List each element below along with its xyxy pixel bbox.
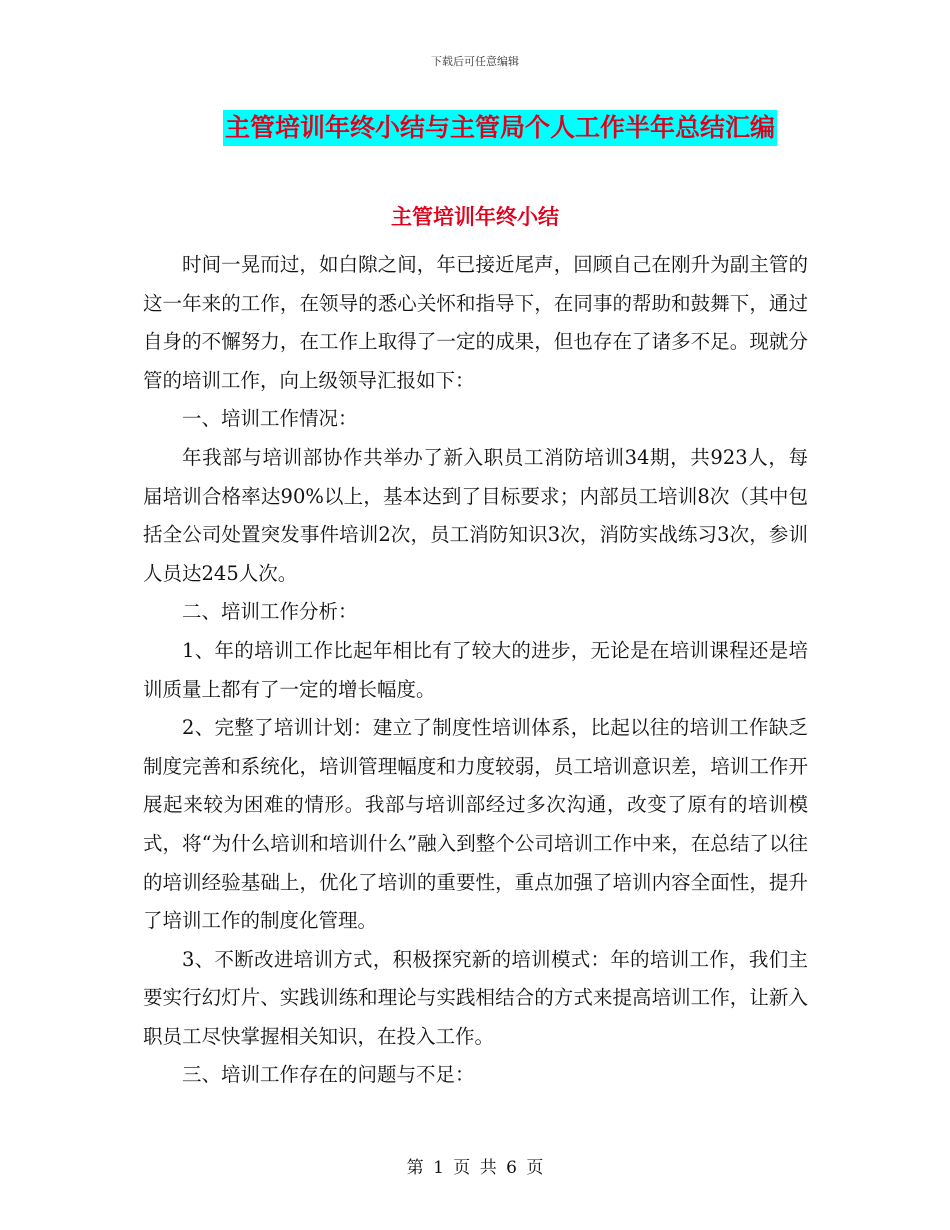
paragraph-intro: 时间一晃而过，如白隙之间，年已接近尾声，回顾自己在刚升为副主管的这一年来的工作，在领导的悉心关怀和指导下，在同事的帮助和鼓舞下，通过自身的不懈努力，在工作上取得了一定的成果，但也存在了诸多不足。现就分管的培训工作，向上级领导汇报如下： <box>143 253 808 392</box>
document-title: 主管培训年终小结与主管局个人工作半年总结汇编 <box>223 110 777 146</box>
page-footer: 第 1 页 共 6 页 <box>406 1158 544 1178</box>
document-body <box>143 246 808 1095</box>
paragraph-training-status: 年我部与培训部协作共举办了新入职员工消防培训34期，共923人，每届培训合格率达90%以上，基本达到了目标要求；内部员工培训8次（其中包括全公司处置突发事件培训2次，员工消防知识3次，消防实战练习3次，参训人员达245人次。 <box>143 445 808 585</box>
paragraph-analysis-2: 2、完整了培训计划：建立了制度性培训体系，比起以往的培训工作缺乏制度完善和系统化，培训管理幅度和力度较弱，员工培训意识差，培训工作开展起来较为困难的情形。我部与培训部经过多次沟通，改变了原有的培训模式，将“为什么培训和培训什么”融入到整个公司培训工作中来，在总结了以往的培训经验基础上，优化了培训的重要性，重点加强了培训内容全面性，提升了培训工作的制度化管理。 <box>143 716 808 933</box>
header-note: 下载后可任意编辑 <box>431 55 519 68</box>
section-title: 主管培训年终小结 <box>391 205 559 229</box>
main-title-container <box>0 110 950 146</box>
paragraph-analysis-1: 1、年的培训工作比起年相比有了较大的进步，无论是在培训课程还是培训质量上都有了一定的增长幅度。 <box>143 638 808 701</box>
heading-training-analysis: 二、培训工作分析： <box>182 600 358 624</box>
paragraph-analysis-3: 3、不断改进培训方式，积极探究新的培训模式：年的培训工作，我们主要实行幻灯片、实践训练和理论与实践相结合的方式来提高培训工作，让新入职员工尽快掌握相关知识，在投入工作。 <box>143 947 808 1048</box>
heading-problems: 三、培训工作存在的问题与不足： <box>182 1063 475 1087</box>
heading-training-status: 一、培训工作情况： <box>182 407 358 431</box>
